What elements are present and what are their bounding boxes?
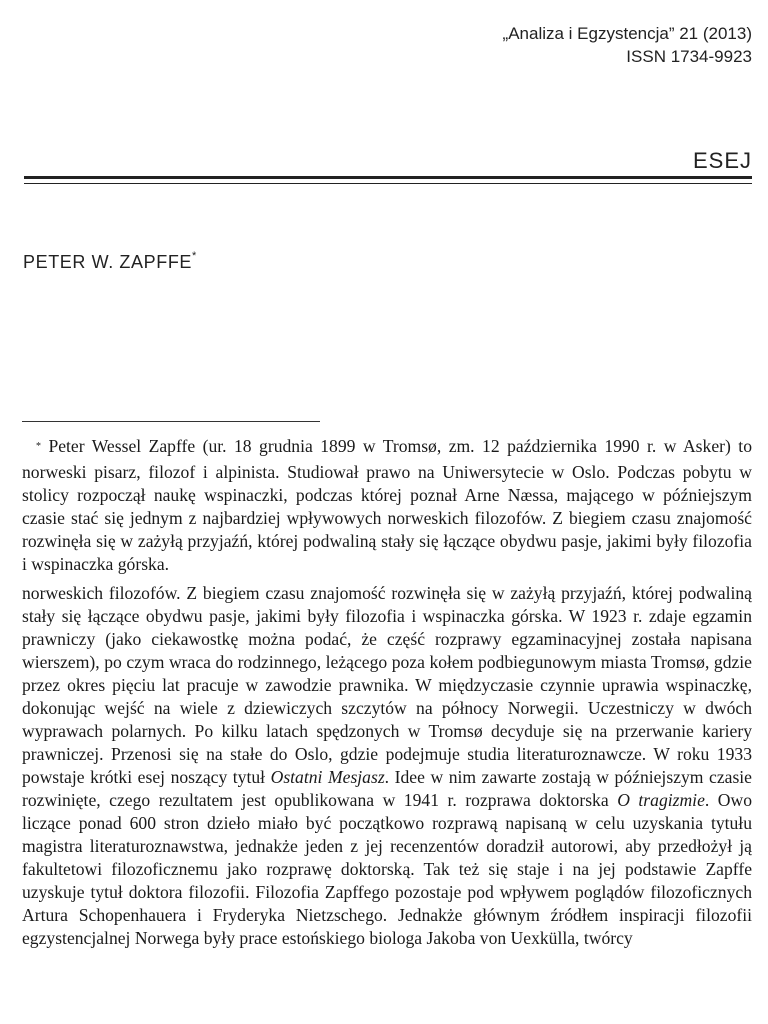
footnote-text: Peter Wessel Zapffe (ur. 18 grudnia 1899 w Tromsø, zm. 12 października 1990 r. w Asker) to norweski pisarz, filozof i alpinista. Studiował prawo na Uniwersytecie w Oslo. Podczas pobytu w stolicy rozpoczął naukę wspinaczki, podczas której poznał Arne Næssa, mającego w późniejszym czasie stać się jednym z najbardziej wpływowych norweskich filozofów. Z biegiem czasu znajomość rozwinęła się w zażyłą przyjaźń, której podwaliną stały się łączące obydwu pasje, jakimi były filozofia i wspinaczka górska. xyxy=(22,436,752,574)
author-name-text: PETER W. ZAPFFE xyxy=(23,252,193,272)
body-text xyxy=(22,582,752,1024)
body-text-part1: norweskich filozofów. Z biegiem czasu znajomość rozwinęła się w zażyłą przyjaźń, której podwaliną stały się łączące obydwu pasje, jakimi były filozofia i wspinaczka górska. W 1923 r. zdaje egzamin prawniczy (jako ciekawostkę można podać, że część rozprawy egzaminacyjnej została napisana wierszem), po czym wraca do rodzinnego, leżącego poza kołem podbiegunowym miasta Tromsø, gdzie przez okres pięciu lat pracuje w zawodzie prawnika. W międzyczasie czynnie uprawia wspinaczkę, dokonując wejść na wiele z dziewiczych szczytów na północy Norwegii. Uczestniczy w dwóch wyprawach polarnych. Po kilku latach spędzonych w Tromsø decyduje się na przerwanie kariery prawniczej. Przenosi się na stałe do Oslo, gdzie podejmuje studia literaturoznawcze. W roku 1933 powstaje krótki esej noszący tytuł xyxy=(22,583,752,787)
author-name xyxy=(23,252,197,273)
title-ostatni-mesjasz: Ostatni Mesjasz xyxy=(270,767,385,787)
footnote-marker: * xyxy=(36,441,41,452)
footnote-paragraph xyxy=(22,435,752,576)
section-label: ESEJ xyxy=(692,148,752,173)
body-text-part3: . Owo liczące ponad 600 stron dzieło miało być początkowo rozprawą napisaną w celu uzyskania tytułu magistra literaturoznawstwa, jednakże jeden z jej recenzentów doradził autorowi, aby przedłożył ją fakultetowi filozoficznemu jako rozprawę doktorską. Tak też się staje i na jej podstawie Zapffe uzyskuje tytuł doktora filozofii. Filozofia Zapffego pozostaje pod wpływem poglądów filozoficznych Artura Schopenhauera i Fryderyka Nietzschego. Jednakże głównym źródłem inspiracji filozofii egzystencjalnej Norwega były prace estońskiego biologa Jakoba von Uexkülla, twórcy xyxy=(22,790,752,948)
journal-title: „Analiza i Egzystencja” 21 (2013) xyxy=(502,24,752,43)
body-paragraph xyxy=(22,582,752,950)
footnote xyxy=(22,435,752,581)
header-rule-thin xyxy=(24,183,752,184)
issn: ISSN 1734-9923 xyxy=(626,47,752,66)
header-rule-thick xyxy=(24,176,752,179)
author-footnote-marker: * xyxy=(192,250,197,262)
body-text-part2: . Idee w nim zawarte zostają w późniejszym czasie rozwinięte, czego rezultatem jest opublikowana w 1941 r. rozprawa doktorska xyxy=(22,767,752,810)
journal-info xyxy=(503,22,752,68)
title-o-tragizmie: O tragizmie xyxy=(617,790,705,810)
footnote-rule xyxy=(22,421,320,422)
